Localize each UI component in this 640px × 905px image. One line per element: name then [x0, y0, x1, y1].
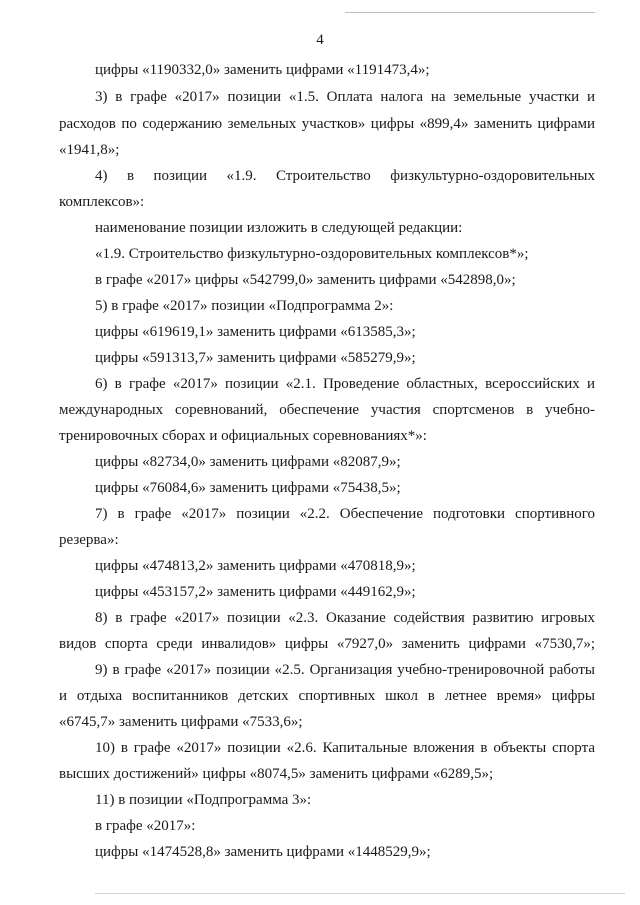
text-line: в графе «2017»:	[95, 818, 196, 834]
text-line: 3) в графе «2017» позиции «1.5. Оплата налога на земельные участки и	[95, 89, 595, 105]
text-line: 7) в графе «2017» позиции «2.2. Обеспечение подготовки спортивного	[95, 506, 595, 522]
text-line: в графе «2017» цифры «542799,0» заменить цифрами «542898,0»;	[95, 272, 516, 288]
text-line: видов спорта среди инвалидов» цифры «7927,0» заменить цифрами «7530,7»;	[59, 636, 595, 652]
text-line: наименование позиции изложить в следующей редакции:	[95, 220, 463, 236]
text-line: комплексов»:	[59, 194, 145, 210]
text-line: «1941,8»;	[59, 142, 120, 158]
text-line: 4) в позиции «1.9. Строительство физкультурно-оздоровительных	[95, 168, 595, 184]
text-line: цифры «1190332,0» заменить цифрами «1191473,4»;	[95, 62, 430, 78]
text-line: и отдыха воспитанников детских спортивных школ в летнее время» цифры	[59, 688, 595, 704]
text-line: тренировочных сборах и официальных соревнованиях*»:	[59, 428, 427, 444]
text-line: цифры «1474528,8» заменить цифрами «1448529,9»;	[95, 844, 431, 860]
scan-artifact-top	[345, 12, 595, 13]
scan-artifact-bottom	[95, 893, 625, 894]
text-line: 5) в графе «2017» позиции «Подпрограмма 2»:	[95, 298, 394, 314]
text-line: цифры «619619,1» заменить цифрами «613585,3»;	[95, 324, 416, 340]
text-line: «1.9. Строительство физкультурно-оздоровительных комплексов*»;	[95, 246, 529, 262]
text-line: цифры «76084,6» заменить цифрами «75438,5»;	[95, 480, 401, 496]
text-line: цифры «453157,2» заменить цифрами «449162,9»;	[95, 584, 416, 600]
text-line: 11) в позиции «Подпрограмма 3»:	[95, 792, 312, 808]
text-line: международных соревнований, обеспечение участия спортсменов в учебно-	[59, 402, 595, 418]
text-line: 9) в графе «2017» позиции «2.5. Организация учебно-тренировочной работы	[95, 662, 595, 678]
text-line: расходов по содержанию земельных участков» цифры «899,4» заменить цифрами	[59, 116, 595, 132]
text-line: 6) в графе «2017» позиции «2.1. Проведение областных, всероссийских и	[95, 376, 595, 392]
text-line: цифры «82734,0» заменить цифрами «82087,9»;	[95, 454, 401, 470]
text-line: «6745,7» заменить цифрами «7533,6»;	[59, 714, 303, 730]
text-line: высших достижений» цифры «8074,5» заменить цифрами «6289,5»;	[59, 766, 494, 782]
page-number: 4	[316, 32, 324, 48]
text-line: цифры «474813,2» заменить цифрами «470818,9»;	[95, 558, 416, 574]
text-line: цифры «591313,7» заменить цифрами «585279,9»;	[95, 350, 416, 366]
text-line: резерва»:	[59, 532, 119, 548]
text-line: 8) в графе «2017» позиции «2.3. Оказание содействия развитию игровых	[95, 610, 595, 626]
text-line: 10) в графе «2017» позиции «2.6. Капитальные вложения в объекты спорта	[95, 740, 595, 756]
